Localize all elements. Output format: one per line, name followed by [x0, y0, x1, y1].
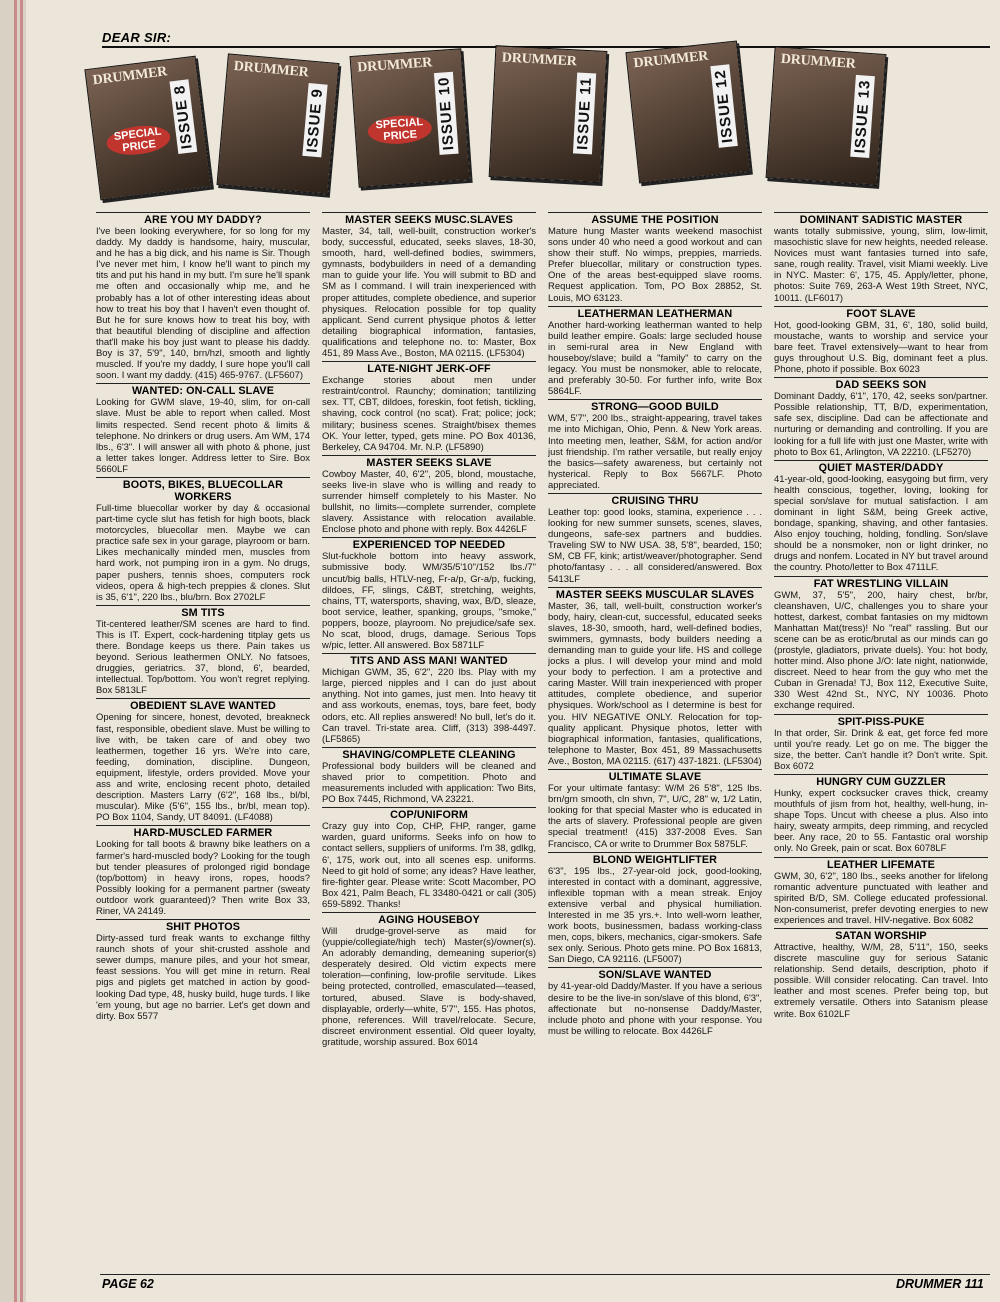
cover-badge: SPECIAL PRICE — [367, 114, 433, 146]
classified-ad — [322, 537, 536, 651]
classified-ad — [548, 399, 762, 491]
ad-body: GWM, 30, 6'2", 180 lbs., seeks another for lifelong romantic adventure punctuated with leather and spirited B/D, SM. College educated professional. Non-consumerist, prefer devoting energies to new experiences and travel. HIV-negative. Box 6082 — [774, 870, 988, 926]
ad-body: Will drudge-grovel-serve as maid for (yuppie/collegiate/high tech) Master(s)/owner(s). An adorably demanding, demeaning superior(s) desperately desired. Old victim expects mere toleration—confining, low-profile servitude. Likes being protected, controlled, emasculated—teased, tortured, abused. Slave is body-shaved, displayable, orderly—white, 5'7", 155. Has photos, phone, references. Will travel/relocate. Secure, discreet environment essential. Old queer loyalty, gratitude, worship assured. Box 6014 — [322, 925, 536, 1048]
classified-ad — [548, 493, 762, 585]
column-4 — [774, 212, 988, 1272]
classified-ad — [322, 212, 536, 359]
ad-body: Exchange stories about men under restraint/control. Raunchy; domination; tantilizing sex. TT, CBT, dildoes, foreskin, foot fetish, tickling, shaving, cock control (no scat). Frat; police; jock; military; business scenes. Straight/bisex themes OK. Your letter, typed, gets mine. PO Box 40136, Berkeley, CA 94704. Mr. N.P. (LF5890) — [322, 375, 536, 453]
classified-ad — [774, 576, 988, 712]
footer-rule — [100, 1274, 990, 1275]
page-edge-left — [14, 0, 17, 1302]
ad-body: Slut-fuckhole bottom into heavy asswork, submissive body. WM/35/5'10"/152 lbs./7" uncut/big balls, HTLV-neg, Fr-a/p, Gr-a/p, fucking, dildoes, FF, slings, C&BT, stretching, weights, chains, TT, watersports, shaving, wax, B/D, sleaze, boot service, leather, spanking, groups, "smoke," poppers, booze, playroom. No prejudice/safe sex. No scat, blood, drugs, damage. Serious Tops w/pic, letter. All answered. Box 5871LF — [322, 551, 536, 652]
magazine-issue: DRUMMER 111 — [896, 1277, 984, 1291]
cover-masthead: DRUMMER — [501, 50, 577, 70]
ad-title: AGING HOUSEBOY — [322, 912, 536, 926]
ad-body: Crazy guy into Cop, CHP, FHP, ranger, game warden, guard uniforms. Seeks info on how to contact sellers, suppliers of uniforms. I'm 38, gdlkg, 6', 175, work out, into all scenes esp. uniforms. Need to git hold of some; any ideas? Have leather, fire-fighter gear. Please write: Scott Macomber, PO Box 421, Palm Beach, FL 33480-0421 or call (305) 659-5892. Thanks! — [322, 821, 536, 910]
cover-masthead: DRUMMER — [233, 58, 310, 81]
ad-title: CRUISING THRU — [548, 493, 762, 507]
classified-ad — [548, 967, 762, 1036]
ad-body: Hot, good-looking GBM, 31, 6', 180, solid build, moustache, wants to worship and service your bare feet. Travel extensively—want to hear from guys throughout U.S. Big, dominant feet a plus. Phone, photo if possible. Box 6023 — [774, 319, 988, 376]
ad-body: by 41-year-old Daddy/Master. If you have a serious desire to be the live-in son/slave of this blond, 6'3", affectionate but no-nonsense Daddy/Master, include photo and phone with your response. You must be willing to relocate. Box 4426LF — [548, 981, 762, 1037]
classified-ad — [548, 306, 762, 398]
ad-title: WANTED: ON-CALL SLAVE — [96, 383, 310, 397]
cover-issue-13 — [766, 46, 887, 185]
ad-body: Opening for sincere, honest, devoted, breakneck fast, responsible, obedient slave. Must be willing to live with, be taken care of and obey two leathermen, together 16 yrs. We're into care, feeding, domination, discipline. Dungeon, equipment, lifestyle, orders provided. Move your ass and write, enclosing recent photo, detailed description. Masters Larry (6'2", 168 lbs., bl/bl, muscular). Mike (5'6", 155 lbs., br/bl, mean top). PO Box 1104, Sandy, UT 84091. (LF4088) — [96, 712, 310, 824]
ad-title: SPIT-PISS-PUKE — [774, 714, 988, 728]
classified-ad — [774, 714, 988, 772]
ad-title: HARD-MUSCLED FARMER — [96, 825, 310, 839]
ad-title: OBEDIENT SLAVE WANTED — [96, 698, 310, 712]
ad-body: Hunky, expert cocksucker craves thick, creamy mouthfuls of jism from hot, healthy, well-hung, in-shape Tops. Uncut with cheese a plus. Also into hairy, sweaty armpits, deep rimming, and recycled beer. Any race, 20 to 55. Fantastic oral worship only. No Greek, pain or scat. Box 6078LF — [774, 787, 988, 855]
cover-issue-8 — [84, 56, 211, 201]
ad-title: LATE-NIGHT JERK-OFF — [322, 361, 536, 375]
ad-title: STRONG—GOOD BUILD — [548, 399, 762, 413]
ad-title: ULTIMATE SLAVE — [548, 769, 762, 783]
ad-title: LEATHER LIFEMATE — [774, 857, 988, 871]
classified-ad — [774, 774, 988, 855]
classified-ad — [774, 212, 988, 304]
ad-title: BLOND WEIGHTLIFTER — [548, 852, 762, 866]
ad-title: SM TITS — [96, 605, 310, 619]
cover-masthead: DRUMMER — [632, 48, 709, 72]
page-header: DEAR SIR: — [102, 30, 172, 45]
ad-body: Another hard-working leatherman wanted to help build leather empire. Goals: large secluded house in semi-rural area in New England with houseboy/slave; build a "family" to carry on the legacy. You must be nonsmoker, able to relocate, and preferably 30-50. For further info, write Box 5864LF. — [548, 319, 762, 398]
ad-title: ARE YOU MY DADDY? — [96, 212, 310, 226]
classified-ad — [96, 825, 310, 917]
ad-title: QUIET MASTER/DADDY — [774, 460, 988, 474]
classified-ad — [322, 653, 536, 745]
ad-body: Leather top: good looks, stamina, experience . . . looking for new summer sunsets, scenes, slaves, dungeons, safe-sex partners and buddies. Traveling SW to NW USA. 38, 5'8", bearded, 150; SM, CB FF, kink; artist/weaver/photographer. Send photo/fantasy . . . all considered/answered. Box 5413LF — [548, 506, 762, 585]
ad-body: wants totally submissive, young, slim, low-limit, masochistic slave for new heights, needed release. Novices must want fantasies turned into safe, sane, rough reality. Travel, visit Miami weekly. Live in NYC. Master: 6', 175, 45. Apply/letter, phone, photos: Suite 769, 263-A West 19th Street, NYC, 10011. (LF6017) — [774, 226, 988, 304]
cover-issue-label: ISSUE 11 — [573, 72, 596, 154]
classified-ad — [322, 807, 536, 910]
ad-title: BOOTS, BIKES, BLUECOLLAR WORKERS — [96, 477, 310, 503]
column-3 — [548, 212, 762, 1272]
classified-ad — [322, 455, 536, 536]
ad-title: ASSUME THE POSITION — [548, 212, 762, 226]
ad-title: COP/UNIFORM — [322, 807, 536, 821]
cover-issue-9 — [216, 53, 339, 194]
ad-title: MASTER SEEKS MUSC.SLAVES — [322, 212, 536, 226]
ad-body: 41-year-old, good-looking, easygoing but firm, very health conscious, together, loving, looking for special son/slave for mutual satisfaction. I am dominant in light S&M, being Greek active, bondage, spanking, shaving, and other fantasies. Also enjoy touching, holding, fondling. Son/slave should be a nonsmoker, non or light drinker, no drugs and nonfem. Located in NY but travel around the country. Photo/letter to Box 4711LF. — [774, 473, 988, 574]
ad-title: SATAN WORSHIP — [774, 928, 988, 942]
cover-issue-label: ISSUE 10 — [434, 72, 459, 155]
cover-masthead: DRUMMER — [356, 55, 433, 76]
classified-ad — [774, 377, 988, 458]
cover-masthead: DRUMMER — [780, 51, 857, 72]
ad-body: 6'3", 195 lbs., 27-year-old jock, good-looking, interested in contact with a dominant, aggressive, inflexible topman with a mean streak. Enjoy extensive verbal and physical humiliation. Interested in me 35 yrs.+. Into well-worn leather, work boots, businessmen, badass working-class men, cops, bikers, mechanics, cigar-smokers. Safe sex only. Serious. Photo gets mine. PO Box 16813, San Diego, CA 92116. (LF5007) — [548, 865, 762, 966]
classified-ad — [548, 852, 762, 966]
classified-ad — [96, 383, 310, 475]
classified-ad — [96, 698, 310, 823]
ad-body: Dominant Daddy, 6'1", 170, 42, seeks son/partner. Possible relationship, TT, B/D, experimentation, safe sex, discipline. Dad can be affectionate and nurturing or demanding and controlling. If you are looking for a full life with just one Master, write with photo to Box 61, Arlington, VA 22210. (LF5270) — [774, 391, 988, 458]
ad-body: Dirty-assed turd freak wants to exchange filthy raunch shots of your shit-crusted asshole and sewer dumps, manure piles, and your hot smear, feast sessions. You will get mine in return. Real pigs and piglets get matched in action by good-looking Dad type, 48, husky build, huge turds. I like 'em young, but age no barrier. Let's get down and dirty. Box 5577 — [96, 933, 310, 1022]
classified-columns — [96, 212, 994, 1277]
classified-ad — [322, 912, 536, 1048]
column-2 — [322, 212, 536, 1272]
cover-issue-label: ISSUE 8 — [170, 80, 198, 154]
ad-body: Michigan GWM, 35, 6'2", 220 lbs. Play with my large, pierced nipples and I can do just about anything. Not into games, just men. Into heavy tit and ass workouts, enemas, toys, bare feet, body odors, etc. All replies answered! No bull, let's do it. Can travel. Tri-state area. Cliff, (313) 398-4497. (LF5865) — [322, 667, 536, 745]
classified-ad — [96, 919, 310, 1022]
ad-body: Master, 36, tall, well-built, construction worker's body, hairy, clean-cut, successful, educated seeks slaves, 18-30, smooth, hard, well-defined bodies, swimmers, gymnasts, body builders needing a demanding man to guide your life. HS and college jocks a plus. I will develop your mind and mold your body to perfection. I am a protective and caring Master. Will train inexperienced with proper attitudes, complete obedience, and superior physiques. Work/school as I determine is best for you. HIV NEGATIVE ONLY. Relocation for top-quality applicant. Physique photos, letter with biographical information, fantasies, qualifications, telephone to Master, Box 451, 89 Massachusetts Ave., Boston, MA 02115. (617) 437-1821. (LF5304) — [548, 600, 762, 767]
ad-body: GWM, 37, 5'5", 200, hairy chest, br/br, cleanshaven, U/C, challenges you to share your hottest, darkest, combat fantasies on my midtown Manhattan Mat(tress)! No "real" rassling. But our scene can be as erotic/brutal as our minds can go (prostyle, gladiators, private duels). You: hot body, hotter mind. Also phone J/O: late night, nationwide, discreet. Need to hear from the guy who met the Cuban in Grenada! TJ, Box 112, Executive Suite, 330 West 42nd St., NYC, NY 10036. Photo exchange required. — [774, 589, 988, 712]
ad-title: HUNGRY CUM GUZZLER — [774, 774, 988, 788]
cover-masthead: DRUMMER — [91, 64, 169, 89]
column-1 — [96, 212, 310, 1272]
classified-ad — [548, 769, 762, 850]
ad-body: For your ultimate fantasy: W/M 26 5'8", 125 lbs. brn/grn smooth, cln shvn, 7", U/C, 28" w, 1/2 Latin, looking for that special Master who is educated in the arts of slavery. Professional people are given special treatment! (415) 337-2008 Eves. San Francisco, CA or write to Drummer Box 5875LF. — [548, 783, 762, 850]
classified-ad — [96, 605, 310, 697]
ad-body: WM, 5'7", 200 lbs., straight-appearing, travel takes me into Michigan, Ohio, Penn. & New York areas. Into meeting men, leather, S&M, for action and/or just friendship. I'm rather versatile, but really enjoy the basics—safety awareness, but certainly not hysterical. Reply to Box 5667LF. Photo appreciated. — [548, 413, 762, 491]
ad-body: Mature hung Master wants weekend masochist sons under 40 who need a good workout and can show their stuff. No wimps, preppies, marrieds. Prefer bluecollar, military or construction types. One of the areas best-equipped slave rooms. Request application. Tom, PO Box 28852, St. Louis, MO 63123. — [548, 226, 762, 304]
ad-title: FOOT SLAVE — [774, 306, 988, 320]
cover-issue-label: ISSUE 9 — [302, 84, 327, 158]
classified-ad — [96, 477, 310, 603]
cover-issue-12 — [625, 41, 750, 184]
ad-title: DAD SEEKS SON — [774, 377, 988, 391]
ad-title: SON/SLAVE WANTED — [548, 967, 762, 981]
ad-title: SHAVING/COMPLETE CLEANING — [322, 747, 536, 761]
ad-title: EXPERIENCED TOP NEEDED — [322, 537, 536, 551]
classified-ad — [774, 857, 988, 926]
ad-body: I've been looking everywhere, for so long for my daddy. My daddy is handsome, hairy, muscular, and he has a big dick, and his name is Sir. Though I've never met him, I know he'll want to pinch my tits and put his hand in my butt. I'm sure he'll spank me often and occasionally whip me, and he probably has a lot of other interesting ideas about how to treat his boy that I haven't even thought of. But he for sure knows how to treat his boy, with that beautiful blending of discipline and affection that'll make his boy just want to please his daddy. Boy is 37, 5'9", 140, brn/hzl, smooth and lightly muscled. If you're my daddy, I sure hope you'll call soon. I want my daddy. (415) 465-9767. (LF5607) — [96, 226, 310, 382]
cover-issue-label: ISSUE 12 — [710, 64, 737, 147]
ad-title: TITS AND ASS MAN! WANTED — [322, 653, 536, 667]
page-number: PAGE 62 — [102, 1277, 154, 1291]
classified-ad — [774, 306, 988, 375]
ad-body: Master, 34, tall, well-built, construction worker's body, successful, educated, seeks slaves, 18-30, smooth, hard, well-defined bodies, swimmers, gymnasts, bodybuilders in need of a demanding man to guide your life. You will submit to BD and SM as I command. I will train inexperienced with proper attitudes, complete obedience, and superior physiques. Relocation possible for top quality applicant. Send current physique photos & letter detailing biographical information, fantasies, qualifications and telephone no. to: Master, Box 451, 89 Mass Ave., Boston, MA 02115. (LF5304) — [322, 226, 536, 360]
ad-body: Looking for GWM slave, 19-40, slim, for on-call slave. Must be able to report when called. Most limits respected. Send recent photo & limits & telephone. No drinkers or drug users. Am WM, 174 lbs., 6'3". I will answer all with photo & phone, just a letter takes longer. Address letter to Sire. Box 5660LF — [96, 397, 310, 475]
cover-issue-label: ISSUE 13 — [850, 75, 875, 158]
ad-title: DOMINANT SADISTIC MASTER — [774, 212, 988, 226]
classified-ad — [774, 928, 988, 1020]
ad-title: MASTER SEEKS SLAVE — [322, 455, 536, 469]
ad-title: SHIT PHOTOS — [96, 919, 310, 933]
cover-issue-11 — [489, 45, 608, 183]
ad-body: Looking for tall boots & brawny bike leathers on a farmer's hard-muscled body? Looking for the tough but tender pleasures of prolonged rigid bondage (top/bottom) in heavy irons, ropes, hoods? Possibly looking for a permanent partner (sweaty outdoor work guaranteed)? Then write Box 33, Riner, VA 24149. — [96, 839, 310, 917]
ad-body: Professional body builders will be cleaned and shaved prior to competition. Photo and measurements included with application: Two Bits, PO Box 7445, Richmond, VA 23221. — [322, 760, 536, 806]
ad-body: Full-time bluecollar worker by day & occasional part-time cycle slut has fetish for high boots, black motorcycles, bluecollar men. Maybe we can practice safe sex in your garage, playroom or barn. Likes mechanically minded men, muscles from hard work, not pumping iron in a gym. No drugs, paper pushers, tennis shoes, computers rock videos, opera & high-tech preppies & clones. Slut is 35, 6'1", 220 lbs., blu/brn. Box 2702LF — [96, 502, 310, 603]
classified-ad — [96, 212, 310, 381]
ad-body: Attractive, healthy, W/M, 28, 5'11", 150, seeks discrete masculine guy for serious Satanic relationship. Send details, description, photo if possible. Will consider relocating. Can travel. Into leather and most scenes. Prefer being top, but extremely versatile. Others into Satanism please write. Box 6102LF — [774, 941, 988, 1020]
cover-badge: SPECIAL PRICE — [105, 122, 172, 158]
classified-ad — [548, 212, 762, 304]
classified-ad — [322, 361, 536, 453]
ad-title: LEATHERMAN LEATHERMAN — [548, 306, 762, 320]
ad-body: Cowboy Master, 40, 6'2", 205, blond, moustache, seeks live-in slave who is willing and ready to surrender himself completely to his Master. No bullshit, no limits—complete surrender, complete slavery. Assistance with relocation available. Enclose photo and phone with reply. Box 4426LF — [322, 468, 536, 536]
cover-issue-10 — [350, 48, 471, 187]
classified-ad — [774, 460, 988, 574]
ad-body: In that order, Sir. Drink & eat, get force fed more until you're ready. Let go on me. The bigger the size, the better. Can't handle it? Don't write. Spit. Box 6072 — [774, 727, 988, 772]
classified-ad — [322, 747, 536, 805]
ad-title: FAT WRESTLING VILLAIN — [774, 576, 988, 590]
cover-strip — [91, 38, 992, 204]
classified-ad — [548, 587, 762, 767]
ad-title: MASTER SEEKS MUSCULAR SLAVES — [548, 587, 762, 601]
ad-body: Tit-centered leather/SM scenes are hard to find. This is IT. Expert, cock-hardening titplay gets us there. Bondage keeps us there. Pain takes us beyond. Serious leathermen ONLY. No fatsoes, druggies, geriatrics. 37, blond, 6', bearded, intellectual. Top/bottom. You won't regret replying. Box 5813LF — [96, 618, 310, 697]
page-edge-left-2 — [20, 0, 23, 1302]
